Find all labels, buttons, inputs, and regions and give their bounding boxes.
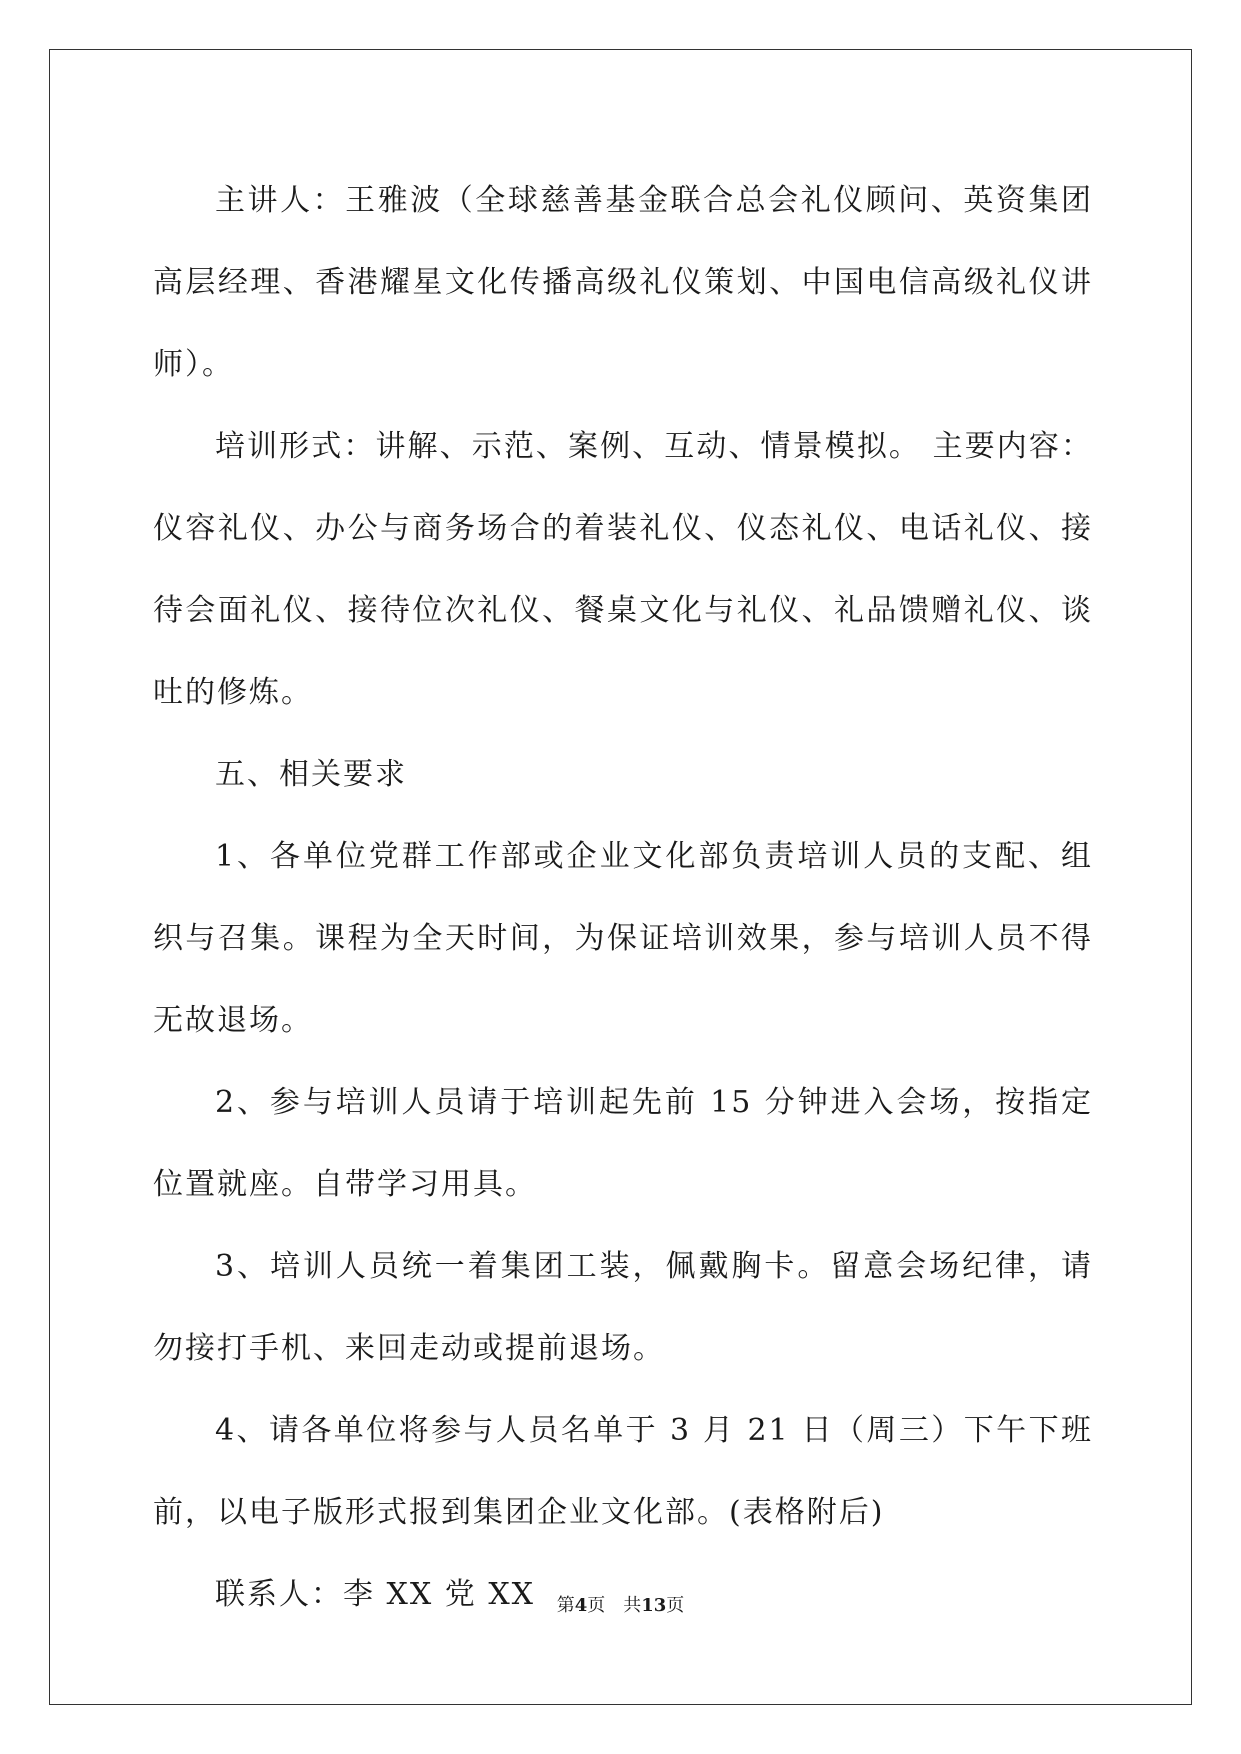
page-suffix: 页 [587,1595,606,1616]
paragraph-requirement-2: 2、参与培训人员请于培训起先前 15 分钟进入会场，按指定位置就座。自带学习用具。 [153,1085,1093,1202]
section-heading-requirements: 五、相关要求 [215,757,407,792]
paragraph-requirement-1: 1、各单位党群工作部或企业文化部负责培训人员的支配、组织与召集。课程为全天时间，为保证培训效果，参与培训人员不得无故退场。 [153,839,1093,1038]
page-footer [0,1594,1241,1618]
document-body [153,160,1093,1636]
page-prefix: 第 [556,1595,575,1616]
paragraph-requirement-4: 4、请各单位将参与人员名单于 3 月 21 日（周三）下午下班前，以电子版形式报到集团企业文化部。(表格附后) [153,1413,1093,1530]
total-pages: 13 [641,1595,667,1616]
paragraph-training-format: 培训形式：讲解、示范、案例、互动、情景模拟。 主要内容：仪容礼仪、办公与商务场合的着装礼仪、仪态礼仪、电话礼仪、接待会面礼仪、接待位次礼仪、餐桌文化与礼仪、礼品馈赠礼仪、谈吐的修炼。 [153,429,1093,710]
total-prefix: 共 [623,1595,642,1616]
total-suffix: 页 [666,1595,685,1616]
paragraph-requirement-3: 3、培训人员统一着集团工装，佩戴胸卡。留意会场纪律，请勿接打手机、来回走动或提前退场。 [153,1249,1093,1366]
paragraph-contact: 联系人：李 XX 党 XX [215,1577,536,1612]
page-number: 4 [574,1595,588,1616]
paragraph-speaker: 主讲人：王雅波（全球慈善基金联合总会礼仪顾问、英资集团高层经理、香港耀星文化传播高级礼仪策划、中国电信高级礼仪讲师）。 [153,183,1093,382]
